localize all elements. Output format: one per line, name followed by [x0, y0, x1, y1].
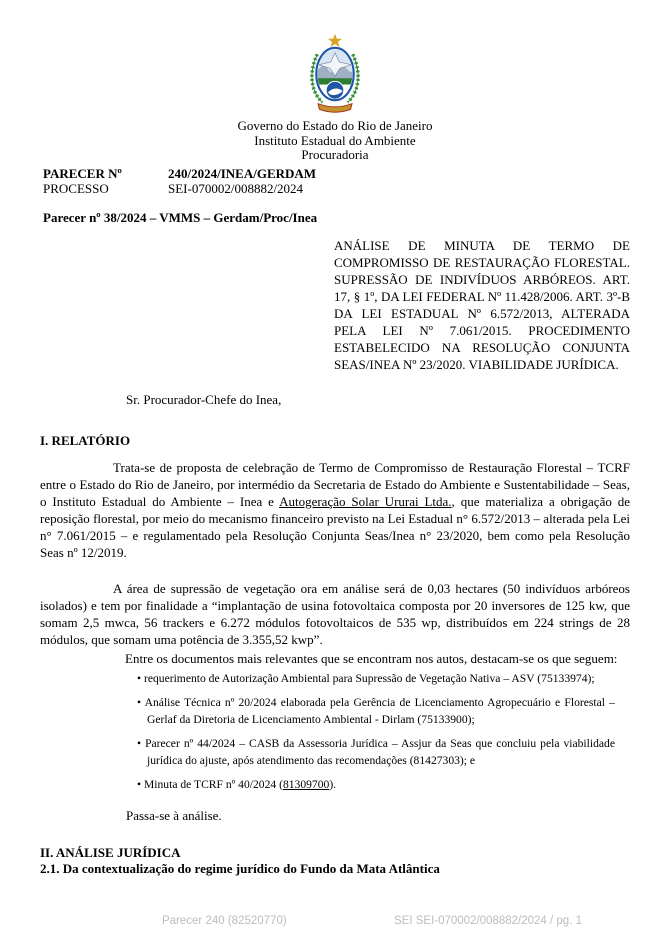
document-meta	[43, 166, 630, 196]
paragraph-1	[40, 459, 630, 561]
footer-document-id: Parecer 240 (82520770)	[162, 915, 287, 927]
parecer-number: 240/2024/INEA/GERDAM	[168, 165, 317, 181]
list-item	[137, 736, 615, 769]
ementa-summary: ANÁLISE DE MINUTA DE TERMO DE COMPROMISSO DE RESTAURAÇÃO FLORESTAL. SUPRESSÃO DE INDIVÍDUOS ARBÓREOS. ART. 17, § 1º, DA LEI FEDERAL Nº 11.428/2006. ART. 3º-B DA LEI ESTADUAL Nº 6.572/2013, ALTERADA PELA LEI Nº 7.061/2015. PROCEDIMENTO ESTABELECIDO NA RESOLUÇÃO CONJUNTA SEAS/INEA Nº 23/2020. VIABILIDADE JURÍDICA.	[334, 237, 630, 372]
bullet-marker: •	[137, 696, 142, 709]
rio-de-janeiro-coat-of-arms-icon	[299, 33, 371, 115]
sei-document-link[interactable]: 81309700	[282, 778, 330, 791]
list-item-text: requerimento de Autorização Ambiental para Supressão de Vegetação Nativa – ASV (75133974);	[143, 671, 595, 685]
list-item	[137, 777, 615, 794]
closing-line: Passa-se à análise.	[126, 807, 222, 823]
bullet-marker: •	[137, 737, 142, 750]
list-item-text: Minuta de TCRF nº 40/2024 (	[143, 778, 283, 791]
letterhead-institute: Instituto Estadual do Ambiente	[254, 132, 416, 148]
paragraph-2: A área de supressão de vegetação ora em análise será de 0,03 hectares (50 indivíduos arbóreos isolados) e tem por finalidade a “implantação de usina fotovoltaica composta por 20 inversores de 125 kw, que somam 2,5 mwca, 56 trackers e 6.272 módulos fotovoltaicos de 535 wp, distribuídos em 224 strings de 28 módulos, que somam uma potência de 3.355,52 kwp”.	[40, 580, 630, 647]
list-item	[137, 671, 615, 688]
letterhead-government: Governo do Estado do Rio de Janeiro	[237, 118, 433, 133]
section-title-analise: II. ANÁLISE JURÍDICA	[40, 844, 181, 860]
parecer-reference-line: Parecer nº 38/2024 – VMMS – Gerdam/Proc/Inea	[43, 209, 318, 225]
paragraph-1-text-before: Trata-se de proposta de celebração de Termo de Compromisso de Restauração Florestal – TCRF entre o Estado do Rio de Janeiro, por intermédio da Secretaria de Estado do Ambiente e Sustentabilidade – Seas, o Instituto Estadual do Ambiente – Inea e	[40, 459, 630, 509]
letterhead	[40, 119, 630, 163]
page-footer	[0, 915, 671, 933]
company-name-underlined: Autogeração Solar Ururai Ltda.,	[279, 493, 455, 509]
list-item-text: Parecer nº 44/2024 – CASB da Assessoria Jurídica – Assjur da Seas que concluiu pela viabilidade jurídica do ajuste, após atendimento das recomendações (81427303); e	[145, 737, 615, 767]
list-item-text: Análise Técnica nº 20/2024 elaborada pela Gerência de Licenciamento Agropecuário e Florestal – Gerlaf da Diretoria de Licenciamento Ambiental - Dirlam (75133900);	[144, 696, 615, 726]
processo-label: PROCESSO	[43, 180, 109, 196]
footer-process-page: SEI SEI-070002/008882/2024 / pg. 1	[394, 915, 582, 927]
paragraph-1-text-after: que materializa a obrigação de reposição florestal, por meio do mecanismo financeiro previsto na Lei Estadual n° 6.572/2013 – alterada pela Lei n° 7.061/2015 – e regulamentado pela Resolução Conjunta Seas/Inea n° 23/2020, bem como pela Resolução Seas nº 12/2019.	[40, 493, 630, 560]
subsection-title-21: 2.1. Da contextualização do regime jurídico do Fundo da Mata Atlântica	[40, 861, 440, 876]
salutation: Sr. Procurador-Chefe do Inea,	[126, 391, 282, 407]
document-list	[137, 671, 615, 794]
parecer-label: PARECER Nº	[43, 165, 122, 181]
bullet-marker: •	[137, 671, 142, 685]
letterhead-department: Procuradoria	[301, 147, 369, 162]
processo-number: SEI-070002/008882/2024	[168, 180, 304, 196]
bullet-marker: •	[137, 778, 142, 791]
state-crest	[40, 0, 630, 115]
list-item	[137, 695, 615, 728]
list-item-text: ).	[329, 778, 337, 791]
paragraph-3: Entre os documentos mais relevantes que se encontram nos autos, destacam-se os que seguem:	[125, 650, 618, 666]
section-title-relatorio: I. RELATÓRIO	[40, 432, 131, 448]
